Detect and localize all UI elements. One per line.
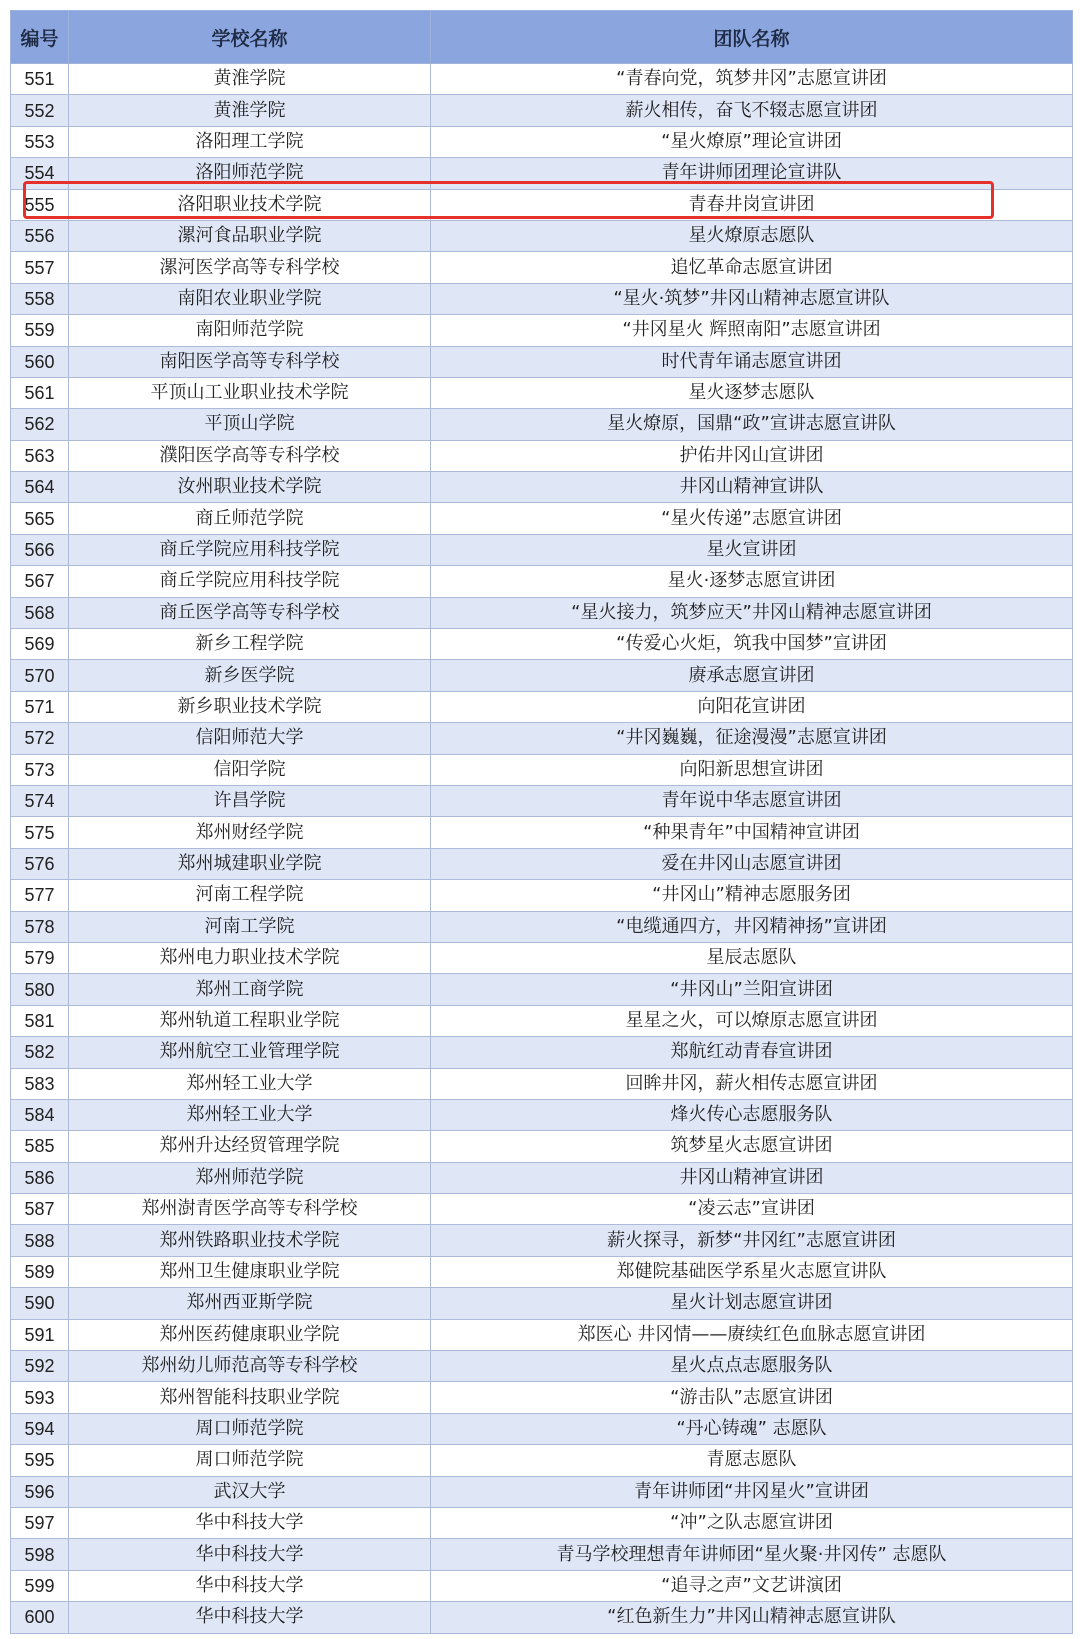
table-header-row	[11, 11, 1073, 64]
table-row	[11, 597, 1073, 628]
row-number: 567	[11, 566, 69, 597]
table-row	[11, 377, 1073, 408]
row-number: 560	[11, 346, 69, 377]
row-number: 596	[11, 1476, 69, 1507]
row-school-name: 南阳农业职业学院	[69, 283, 431, 314]
table-row	[11, 1413, 1073, 1444]
row-team-name: 青春井岗宣讲团	[431, 189, 1073, 220]
table-row	[11, 629, 1073, 660]
row-number: 598	[11, 1539, 69, 1570]
row-school-name: 濮阳医学高等专科学校	[69, 440, 431, 471]
row-number: 557	[11, 252, 69, 283]
row-school-name: 武汉大学	[69, 1476, 431, 1507]
row-number: 579	[11, 942, 69, 973]
table-row	[11, 95, 1073, 126]
row-team-name: 星火燎原，国鼎“政”宣讲志愿宣讲队	[431, 409, 1073, 440]
row-number: 581	[11, 1005, 69, 1036]
row-team-name: 追忆革命志愿宣讲团	[431, 252, 1073, 283]
row-number: 600	[11, 1602, 69, 1633]
table-row	[11, 346, 1073, 377]
table-row	[11, 1539, 1073, 1570]
row-team-name: 星火·逐梦志愿宣讲团	[431, 566, 1073, 597]
table-row	[11, 534, 1073, 565]
row-team-name: “种果青年”中国精神宣讲团	[431, 817, 1073, 848]
row-school-name: 郑州轻工业大学	[69, 1068, 431, 1099]
row-number: 563	[11, 440, 69, 471]
header-school-name: 学校名称	[69, 11, 431, 64]
row-school-name: 华中科技大学	[69, 1539, 431, 1570]
row-number: 587	[11, 1194, 69, 1225]
table-row	[11, 785, 1073, 816]
row-number: 564	[11, 472, 69, 503]
row-team-name: 井冈山精神宣讲团	[431, 1162, 1073, 1193]
row-school-name: 平顶山学院	[69, 409, 431, 440]
row-team-name: “星火燎原”理论宣讲团	[431, 126, 1073, 157]
row-team-name: 星火宣讲团	[431, 534, 1073, 565]
row-team-name: “星火·筑梦”井冈山精神志愿宣讲队	[431, 283, 1073, 314]
row-school-name: 郑州卫生健康职业学院	[69, 1256, 431, 1287]
row-school-name: 郑州升达经贸管理学院	[69, 1131, 431, 1162]
row-team-name: 赓承志愿宣讲团	[431, 660, 1073, 691]
row-number: 589	[11, 1256, 69, 1287]
row-number: 553	[11, 126, 69, 157]
row-team-name: 星星之火，可以燎原志愿宣讲团	[431, 1005, 1073, 1036]
row-team-name: “井冈山”兰阳宣讲团	[431, 974, 1073, 1005]
row-school-name: 华中科技大学	[69, 1602, 431, 1633]
table-row	[11, 848, 1073, 879]
row-school-name: 郑州西亚斯学院	[69, 1288, 431, 1319]
row-team-name: “追寻之声”文艺讲演团	[431, 1570, 1073, 1601]
table-row	[11, 691, 1073, 722]
row-number: 599	[11, 1570, 69, 1601]
row-team-name: 星火逐梦志愿队	[431, 377, 1073, 408]
row-team-name: 时代青年诵志愿宣讲团	[431, 346, 1073, 377]
team-list-table-container	[10, 10, 1072, 1634]
row-team-name: 青年说中华志愿宣讲团	[431, 785, 1073, 816]
row-team-name: 回眸井冈，薪火相传志愿宣讲团	[431, 1068, 1073, 1099]
row-number: 558	[11, 283, 69, 314]
row-school-name: 郑州澍青医学高等专科学校	[69, 1194, 431, 1225]
row-team-name: 青年讲师团“井冈星火”宣讲团	[431, 1476, 1073, 1507]
table-row	[11, 1256, 1073, 1287]
table-row	[11, 252, 1073, 283]
table-row	[11, 220, 1073, 251]
row-number: 561	[11, 377, 69, 408]
row-team-name: “星火接力，筑梦应天”井冈山精神志愿宣讲团	[431, 597, 1073, 628]
row-team-name: 青年讲师团理论宣讲队	[431, 158, 1073, 189]
row-number: 578	[11, 911, 69, 942]
row-team-name: “井冈山”精神志愿服务团	[431, 880, 1073, 911]
table-row	[11, 158, 1073, 189]
table-row	[11, 974, 1073, 1005]
table-row	[11, 817, 1073, 848]
row-team-name: “凌云志”宣讲团	[431, 1194, 1073, 1225]
row-team-name: “星火传递”志愿宣讲团	[431, 503, 1073, 534]
table-row	[11, 1162, 1073, 1193]
table-row	[11, 1445, 1073, 1476]
row-number: 551	[11, 64, 69, 95]
row-number: 577	[11, 880, 69, 911]
row-number: 562	[11, 409, 69, 440]
row-team-name: 星火燎原志愿队	[431, 220, 1073, 251]
row-number: 566	[11, 534, 69, 565]
row-team-name: “青春向党，筑梦井冈”志愿宣讲团	[431, 64, 1073, 95]
row-number: 555	[11, 189, 69, 220]
row-number: 571	[11, 691, 69, 722]
row-school-name: 漯河医学高等专科学校	[69, 252, 431, 283]
row-school-name: 郑州医药健康职业学院	[69, 1319, 431, 1350]
row-school-name: 信阳学院	[69, 754, 431, 785]
table-row	[11, 566, 1073, 597]
row-team-name: “井冈巍巍，征途漫漫”志愿宣讲团	[431, 723, 1073, 754]
row-number: 594	[11, 1413, 69, 1444]
table-row	[11, 660, 1073, 691]
row-team-name: 筑梦星火志愿宣讲团	[431, 1131, 1073, 1162]
table-row	[11, 283, 1073, 314]
row-team-name: 青马学校理想青年讲师团“星火聚·井冈传” 志愿队	[431, 1539, 1073, 1570]
row-number: 580	[11, 974, 69, 1005]
row-number: 582	[11, 1037, 69, 1068]
row-school-name: 洛阳职业技术学院	[69, 189, 431, 220]
table-row	[11, 911, 1073, 942]
row-school-name: 洛阳理工学院	[69, 126, 431, 157]
row-school-name: 商丘师范学院	[69, 503, 431, 534]
table-row	[11, 440, 1073, 471]
row-number: 570	[11, 660, 69, 691]
row-number: 586	[11, 1162, 69, 1193]
row-school-name: 洛阳师范学院	[69, 158, 431, 189]
table-row	[11, 1005, 1073, 1036]
table-row	[11, 126, 1073, 157]
row-number: 576	[11, 848, 69, 879]
row-school-name: 许昌学院	[69, 785, 431, 816]
row-school-name: 郑州幼儿师范高等专科学校	[69, 1351, 431, 1382]
row-team-name: 井冈山精神宣讲队	[431, 472, 1073, 503]
row-school-name: 华中科技大学	[69, 1570, 431, 1601]
table-row	[11, 1319, 1073, 1350]
row-number: 574	[11, 785, 69, 816]
row-team-name: 爱在井冈山志愿宣讲团	[431, 848, 1073, 879]
row-school-name: 平顶山工业职业技术学院	[69, 377, 431, 408]
row-number: 552	[11, 95, 69, 126]
table-row	[11, 1351, 1073, 1382]
row-number: 584	[11, 1099, 69, 1130]
table-row	[11, 880, 1073, 911]
table-row	[11, 472, 1073, 503]
row-school-name: 郑州航空工业管理学院	[69, 1037, 431, 1068]
row-team-name: 星火点点志愿服务队	[431, 1351, 1073, 1382]
row-school-name: 新乡职业技术学院	[69, 691, 431, 722]
row-number: 565	[11, 503, 69, 534]
table-row	[11, 754, 1073, 785]
table-row	[11, 1068, 1073, 1099]
table-row	[11, 189, 1073, 220]
row-school-name: 郑州智能科技职业学院	[69, 1382, 431, 1413]
row-school-name: 周口师范学院	[69, 1413, 431, 1444]
row-number: 568	[11, 597, 69, 628]
row-school-name: 郑州城建职业学院	[69, 848, 431, 879]
row-team-name: “电缆通四方，井冈精神扬”宣讲团	[431, 911, 1073, 942]
table-row	[11, 1570, 1073, 1601]
row-team-name: “游击队”志愿宣讲团	[431, 1382, 1073, 1413]
row-school-name: 河南工程学院	[69, 880, 431, 911]
table-row	[11, 1099, 1073, 1130]
table-row	[11, 1194, 1073, 1225]
row-school-name: 郑州工商学院	[69, 974, 431, 1005]
row-school-name: 黄淮学院	[69, 95, 431, 126]
row-team-name: 烽火传心志愿服务队	[431, 1099, 1073, 1130]
row-number: 569	[11, 629, 69, 660]
row-team-name: 向阳花宣讲团	[431, 691, 1073, 722]
row-team-name: 郑航红动青春宣讲团	[431, 1037, 1073, 1068]
row-school-name: 郑州财经学院	[69, 817, 431, 848]
row-number: 585	[11, 1131, 69, 1162]
row-school-name: 黄淮学院	[69, 64, 431, 95]
row-team-name: “红色新生力”井冈山精神志愿宣讲队	[431, 1602, 1073, 1633]
row-number: 575	[11, 817, 69, 848]
table-row	[11, 1382, 1073, 1413]
row-number: 593	[11, 1382, 69, 1413]
row-school-name: 河南工学院	[69, 911, 431, 942]
row-school-name: 郑州铁路职业技术学院	[69, 1225, 431, 1256]
row-school-name: 商丘学院应用科技学院	[69, 534, 431, 565]
row-school-name: 南阳师范学院	[69, 315, 431, 346]
row-school-name: 郑州轻工业大学	[69, 1099, 431, 1130]
table-row	[11, 315, 1073, 346]
row-number: 559	[11, 315, 69, 346]
row-team-name: 星辰志愿队	[431, 942, 1073, 973]
row-number: 572	[11, 723, 69, 754]
row-school-name: 周口师范学院	[69, 1445, 431, 1476]
header-team-name: 团队名称	[431, 11, 1073, 64]
row-team-name: 星火计划志愿宣讲团	[431, 1288, 1073, 1319]
table-row	[11, 409, 1073, 440]
row-team-name: 薪火相传，奋飞不辍志愿宣讲团	[431, 95, 1073, 126]
header-number: 编号	[11, 11, 69, 64]
row-number: 588	[11, 1225, 69, 1256]
team-list-table	[10, 10, 1073, 1634]
row-team-name: 郑医心 井冈情——赓续红色血脉志愿宣讲团	[431, 1319, 1073, 1350]
row-team-name: “井冈星火 辉照南阳”志愿宣讲团	[431, 315, 1073, 346]
row-number: 573	[11, 754, 69, 785]
table-row	[11, 1288, 1073, 1319]
row-number: 556	[11, 220, 69, 251]
row-number: 597	[11, 1507, 69, 1538]
row-number: 590	[11, 1288, 69, 1319]
row-team-name: 郑健院基础医学系星火志愿宣讲队	[431, 1256, 1073, 1287]
table-row	[11, 942, 1073, 973]
row-school-name: 华中科技大学	[69, 1507, 431, 1538]
table-row	[11, 64, 1073, 95]
row-team-name: 护佑井冈山宣讲团	[431, 440, 1073, 471]
row-team-name: 向阳新思想宣讲团	[431, 754, 1073, 785]
row-school-name: 漯河食品职业学院	[69, 220, 431, 251]
row-team-name: “传爱心火炬，筑我中国梦”宣讲团	[431, 629, 1073, 660]
table-row	[11, 1037, 1073, 1068]
row-number: 595	[11, 1445, 69, 1476]
row-team-name: 青愿志愿队	[431, 1445, 1073, 1476]
row-team-name: “丹心铸魂” 志愿队	[431, 1413, 1073, 1444]
table-row	[11, 1131, 1073, 1162]
row-school-name: 信阳师范大学	[69, 723, 431, 754]
row-number: 554	[11, 158, 69, 189]
row-team-name: “冲”之队志愿宣讲团	[431, 1507, 1073, 1538]
row-school-name: 汝州职业技术学院	[69, 472, 431, 503]
row-school-name: 郑州轨道工程职业学院	[69, 1005, 431, 1036]
table-row	[11, 1602, 1073, 1633]
row-school-name: 新乡工程学院	[69, 629, 431, 660]
row-number: 591	[11, 1319, 69, 1350]
row-school-name: 南阳医学高等专科学校	[69, 346, 431, 377]
row-number: 583	[11, 1068, 69, 1099]
row-school-name: 郑州师范学院	[69, 1162, 431, 1193]
table-row	[11, 723, 1073, 754]
row-school-name: 商丘学院应用科技学院	[69, 566, 431, 597]
row-number: 592	[11, 1351, 69, 1382]
table-row	[11, 1476, 1073, 1507]
table-row	[11, 1225, 1073, 1256]
row-team-name: 薪火探寻，新梦“井冈红”志愿宣讲团	[431, 1225, 1073, 1256]
row-school-name: 商丘医学高等专科学校	[69, 597, 431, 628]
row-school-name: 新乡医学院	[69, 660, 431, 691]
table-row	[11, 1507, 1073, 1538]
row-school-name: 郑州电力职业技术学院	[69, 942, 431, 973]
table-row	[11, 503, 1073, 534]
